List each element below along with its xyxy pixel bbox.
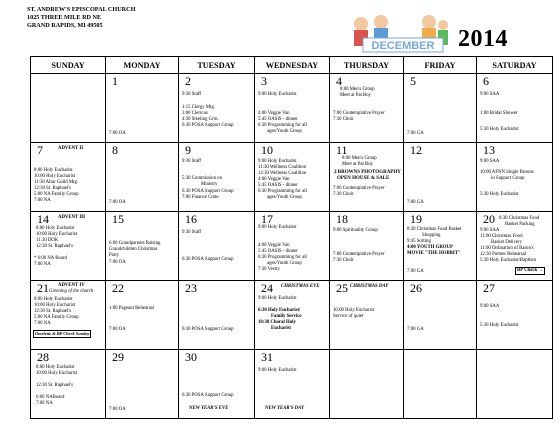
liturgical-subtitle: Greening of the church — [49, 289, 94, 294]
event: 9:00 Holy Eucharist — [258, 225, 297, 230]
event: 8:30 Christmas Food Basket — [407, 227, 462, 232]
event: ages/Youth Group — [267, 129, 302, 134]
event: 7:00 NA — [34, 198, 51, 203]
event: 8:00 Holy Eucharist — [34, 297, 73, 302]
event: 4:30 Steeling Grm. — [182, 117, 219, 122]
weekday-tuesday: TUESDAY — [179, 57, 255, 74]
event: 7:00 Finance Cmte. — [182, 195, 220, 200]
event: 11:30 DOK — [36, 238, 59, 243]
day-cell-10 — [255, 143, 330, 212]
day-cell-18 — [330, 212, 404, 281]
event: Grandchildren Christmas — [109, 247, 158, 252]
liturgical-title: CHRISTMAS EVE — [281, 284, 320, 289]
day-number: 13 — [483, 143, 495, 157]
event: 11:00 Ordination of Baron's — [480, 246, 534, 251]
liturgical-title: CHRISTMAS DAY — [350, 284, 389, 289]
event: in Support Group — [491, 176, 525, 181]
event: ages/Youth Group — [267, 261, 302, 266]
event: Basket Delivery — [491, 240, 523, 245]
liturgical-title: ADVENT IV — [58, 283, 85, 288]
day-number: 11 — [336, 143, 348, 157]
event: 5:45 OASIS - dinner — [258, 249, 298, 254]
day-cell-13 — [477, 143, 553, 212]
event-highlight: 2 BROWNS PHOTOGRAPHY — [334, 170, 401, 175]
event-highlight: 10:30 Choral Holy — [258, 320, 296, 325]
event: ages/Youth Group — [267, 195, 302, 200]
liturgical-title: ADVENT III — [58, 215, 85, 220]
event: 7:00 Contemplative Prayer — [333, 186, 385, 191]
day-number: 26 — [410, 281, 422, 295]
church-city: GRAND RAPIDS, MI 49505 — [27, 22, 103, 30]
event-highlight: OPEN HOUSE & SALE — [337, 176, 390, 181]
event: 5:30 Commission on — [182, 176, 222, 181]
event: 7:00 GA — [407, 269, 424, 274]
event: 1:15 Clergy Mtg. — [182, 105, 216, 110]
event: 11:00 Christmas Food — [480, 234, 523, 239]
event: 3:00 Clericus — [182, 111, 208, 116]
day-number: 5 — [410, 74, 416, 88]
week-row — [31, 74, 553, 143]
event: 9:00 Holy Eucharist — [258, 296, 297, 301]
event: 6:30 Programming for all — [258, 123, 307, 128]
day-number: 14 — [37, 212, 49, 226]
event: 5:00 NA Family Group — [34, 192, 79, 197]
event: 7:00 NA — [34, 262, 51, 267]
event: 6:30 POSA Support Group — [182, 257, 234, 262]
weekday-wednesday: WEDNESDAY — [255, 57, 330, 74]
day-number: 3 — [261, 74, 267, 88]
bp-check-badge: BP Check → — [517, 268, 544, 273]
event: 9:00 SAA — [480, 228, 500, 233]
day-number: 10 — [261, 143, 273, 157]
day-cell-17 — [255, 212, 330, 281]
event: 7:00 OA — [109, 200, 126, 205]
event: 9:00 SAA — [480, 304, 500, 309]
day-cell-26 — [404, 281, 477, 350]
weekday-header-row — [31, 57, 553, 74]
day-cell-3 — [255, 74, 330, 143]
event: 7:00 GA — [407, 131, 424, 136]
liturgical-title: ADVENT II — [58, 146, 84, 151]
week-row — [31, 143, 553, 212]
week-row — [31, 212, 553, 281]
day-cell-8 — [106, 143, 179, 212]
event: 9:30 Staff — [182, 159, 201, 164]
event-highlight: Eucharist — [271, 326, 291, 331]
day-cell-empty — [330, 350, 404, 419]
day-number: 1 — [112, 74, 118, 88]
weekday-sunday: SUNDAY — [31, 57, 106, 74]
event: 10:00 AFNN Single Parents — [480, 170, 534, 175]
event: 7:30 Choir — [333, 258, 354, 263]
day-number: 23 — [185, 281, 197, 295]
day-number: 2 — [185, 74, 191, 88]
calendar-grid — [30, 56, 553, 419]
event: 5:45 OASIS - dinner — [258, 117, 298, 122]
event: 6:00 Grandparents Raising — [109, 241, 161, 246]
event: 9:00 Holy Eucharist — [258, 159, 297, 164]
event: 6:30 POSA Support Group — [182, 123, 234, 128]
day-number: 17 — [261, 212, 273, 226]
day-number: 24 — [261, 281, 273, 295]
day-cell-6 — [477, 74, 553, 143]
event: 7:00 NA — [34, 321, 51, 326]
event: 9:00 SAA — [480, 159, 500, 164]
event: 7:00 NA — [36, 401, 53, 406]
day-number: 7 — [37, 143, 43, 157]
december-kids-clipart — [345, 8, 451, 54]
event: 5:45 OASIS - dinner — [258, 183, 298, 188]
weekday-friday: FRIDAY — [404, 57, 477, 74]
event: Shopping — [422, 233, 441, 238]
event: 12:30 St. Raphael's — [34, 309, 71, 314]
church-street: 1025 THREE MILE RD NE — [27, 14, 102, 22]
event: 8:00 Men's Group — [342, 156, 377, 161]
day-number: 19 — [410, 212, 422, 226]
day-number: 30 — [185, 350, 197, 364]
day-cell-empty — [404, 350, 477, 419]
event: 4:00 Veggie Van — [258, 111, 290, 116]
weekday-thursday: THURSDAY — [330, 57, 404, 74]
day-cell-14 — [31, 212, 106, 281]
omelette-badge: Omelette & BP Check Sunday — [35, 331, 90, 336]
art-caption: DECEMBER — [371, 40, 435, 52]
event: Ministry — [201, 182, 218, 187]
day-cell-15 — [106, 212, 179, 281]
day-number: 25 — [336, 281, 348, 295]
event: 1:00 Pageant Rehearsal — [109, 306, 155, 311]
event: Party — [109, 253, 120, 258]
weekday-saturday: SATURDAY — [477, 57, 553, 74]
event: 7:00 Contemplative Prayer — [333, 111, 385, 116]
event: 9:45 Sorting — [407, 239, 431, 244]
event: 12:30 St. Raphael's — [36, 244, 73, 249]
event: 8:00 Holy Eucharist — [36, 365, 75, 370]
event: 11:30 Altar Guild Mtg. — [34, 180, 79, 185]
day-number: 6 — [483, 74, 489, 88]
day-number: 28 — [37, 350, 49, 364]
event: 7:30 Choir — [333, 192, 354, 197]
day-cell-20 — [477, 212, 553, 281]
event: 7:30 Vestry — [258, 267, 280, 272]
event: 6:30 POSA Support Group — [182, 189, 234, 194]
day-cell-9 — [179, 143, 255, 212]
event: 6:30 POSA Support Group — [182, 393, 234, 398]
church-header — [27, 6, 135, 31]
event: 7:00 OA — [109, 131, 126, 136]
event: 7:30 Choir — [333, 117, 354, 122]
event: 10:00 Holy Eucharist — [34, 303, 76, 308]
day-cell-empty — [477, 350, 553, 419]
day-cell-5 — [404, 74, 477, 143]
day-number: 9 — [185, 143, 191, 157]
day-cell-28 — [31, 350, 106, 419]
day-cell-27 — [477, 281, 553, 350]
day-cell-19 — [404, 212, 477, 281]
day-cell-1 — [106, 74, 179, 143]
event-highlight: 4:00 YOUTH GROUP — [407, 245, 453, 250]
day-cell-29 — [106, 350, 179, 419]
holiday-note: NEW YEAR'S DAY — [265, 406, 305, 411]
event: 7:00 GA — [407, 327, 424, 332]
day-cell-7 — [31, 143, 106, 212]
event: 9:00 Spirituality Group — [333, 228, 378, 233]
event-highlight: Family Service — [271, 314, 302, 319]
day-cell-2 — [179, 74, 255, 143]
event: 12:30 St. Raphael's — [36, 383, 73, 388]
day-cell-30 — [179, 350, 255, 419]
event: 7:00 Contemplative Prayer — [333, 252, 385, 257]
event: Service of quiet — [333, 314, 364, 319]
event: 10:00 Holy Eucharist — [333, 308, 375, 313]
event: 11:30 Wellness Coalition — [258, 165, 307, 170]
event: 9:30 Staff — [182, 92, 201, 97]
day-cell-21 — [31, 281, 106, 350]
event: 8:00 Men's Group — [340, 87, 375, 92]
event: 7:00 OA — [109, 407, 126, 412]
event: 5:30 Holy Eucharist/Baptism — [480, 258, 536, 263]
day-cell-22 — [106, 281, 179, 350]
week-row — [31, 281, 553, 350]
event: 6:30 Programming for all — [258, 255, 307, 260]
event: 6:30 POSA Support Group — [182, 327, 234, 332]
event: 4:00 Veggie Van — [258, 243, 290, 248]
event: Basket Packing — [505, 222, 535, 227]
day-number: 18 — [336, 212, 348, 226]
day-number: 27 — [483, 281, 495, 295]
event: 5:30 Holy Eucharist — [480, 192, 519, 197]
day-cell-24 — [255, 281, 330, 350]
day-cell-4 — [330, 74, 404, 143]
day-number: 4 — [336, 74, 342, 88]
event: 4:00 Veggie Van — [258, 177, 290, 182]
event: 7:00 OA — [109, 260, 126, 265]
event: 5:00 NA Family Group — [34, 315, 79, 320]
day-number: 31 — [261, 350, 273, 364]
day-number: 20 — [483, 212, 495, 226]
event: 10:00 Holy Eucharist — [34, 174, 76, 179]
holiday-note: NEW YEAR'S EVE — [189, 406, 229, 411]
church-name: ST. ANDREW'S EPISCOPAL CHURCH — [27, 6, 136, 13]
event: 9:00 SAA — [480, 92, 500, 97]
day-number: 29 — [112, 350, 124, 364]
event-highlight: 6:30 Holy Eucharist/ — [258, 308, 301, 313]
day-number: 21 — [37, 281, 49, 295]
day-number: 12 — [410, 143, 422, 157]
day-number: 15 — [112, 212, 124, 226]
event: 10:00 Holy Eucharist — [36, 232, 78, 237]
day-number: 16 — [185, 212, 197, 226]
event: 8:30 Christmas Food — [499, 216, 540, 221]
event: Meet at Pat Boy — [340, 93, 372, 98]
day-cell-empty — [31, 74, 106, 143]
event: 10:00 Holy Eucharist — [36, 371, 78, 376]
day-cell-12 — [404, 143, 477, 212]
event: 12:30 St. Raphael's — [34, 186, 71, 191]
event: 7:00 GA — [407, 200, 424, 205]
event: Meet at Pat Boy — [342, 162, 374, 167]
event: 9:00 Holy Eucharist — [258, 92, 297, 97]
event: 7:00 OA — [109, 327, 126, 332]
event: 6:30 Programming for all — [258, 189, 307, 194]
event: 5:30 Holy Eucharist — [480, 323, 519, 328]
day-cell-25 — [330, 281, 404, 350]
event: 8:00 Holy Eucharist — [34, 168, 73, 173]
event: 5:30 Holy Eucharist — [480, 127, 519, 132]
weekday-monday: MONDAY — [106, 57, 179, 74]
day-number: 22 — [112, 281, 124, 295]
day-cell-31 — [255, 350, 330, 419]
event: 6:00 NABoard — [36, 395, 65, 400]
day-cell-16 — [179, 212, 255, 281]
event: 9:30 Staff — [182, 230, 201, 235]
event: 12:30 Partner Rehearsal — [480, 252, 527, 257]
week-row — [31, 350, 553, 419]
event: 1:00 Bridal Shower — [480, 111, 518, 116]
event: 9:00 Holy Eucharist — [258, 368, 297, 373]
event: 12:30 Wellness Coalition — [258, 171, 307, 176]
event-highlight: MOVIE "THE HOBBIT" — [407, 251, 461, 256]
day-number: 8 — [112, 143, 118, 157]
event: * 6:00 NA Board — [34, 256, 67, 261]
calendar-year: 2014 — [458, 26, 508, 52]
event: 8:00 Holy Eucharist — [36, 226, 75, 231]
day-cell-23 — [179, 281, 255, 350]
day-cell-11 — [330, 143, 404, 212]
